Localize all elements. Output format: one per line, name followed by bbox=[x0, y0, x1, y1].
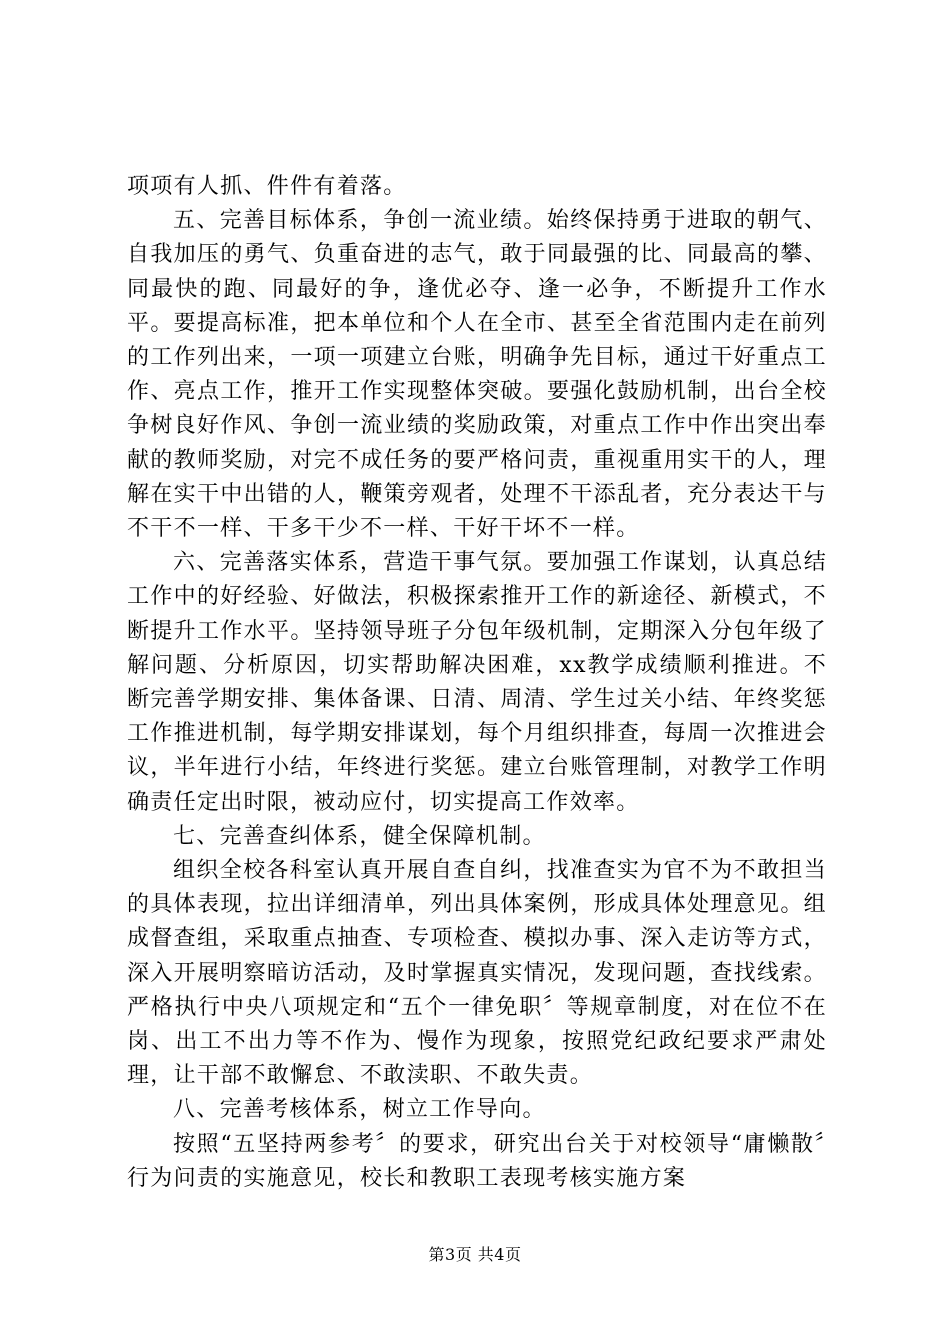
paragraph-continuation: 项项有人抓、件件有着落。 bbox=[127, 174, 407, 199]
page-footer bbox=[0, 1245, 950, 1265]
paragraph-section-6: 六、完善落实体系，营造干事气氛。要加强工作谋划，认真总结工作中的好经验、好做法，积极探索推开工作的新途径、新模式，不断提升工作水平。坚持领导班子分包年级机制，定期深入分包年级了解问题、分析原因，切实帮助解决困难，xx教学成绩顺利推进。不断完善学期安排、集体备课、日清、周清、学生过关小结、年终奖惩工作推进机制，每学期安排谋划，每个月组织排查，每周一次推进会议，半年进行小结，年终进行奖惩。建立台账管理制，对教学工作明确责任定出时限，被动应付，切实提高工作效率。 bbox=[127, 550, 827, 815]
page-number-label: 第3页 共4页 bbox=[428, 1245, 522, 1264]
heading-section-7: 七、完善查纠体系，健全保障机制。 bbox=[173, 823, 546, 849]
paragraph-section-7-body: 组织全校各科室认真开展自查自纠，找准查实为官不为不敢担当的具体表现，拉出详细清单，列出具体案例，形成具体处理意见。组成督查组，采取重点抽查、专项检查、模拟办事、深入走访等方式，深入开展明察暗访活动，及时掌握真实情况，发现问题，查找线索。严格执行中央八项规定和“五个一律免职〞等规章制度，对在位不在岗、出工不出力等不作为、慢作为现象，按照党纪政纪要求严肃处理，让干部不敢懈怠、不敢渎职、不敢失责。 bbox=[127, 858, 827, 1089]
document-body bbox=[127, 170, 827, 1196]
paragraph-section-8-body: 按照“五坚持两参考〞的要求，研究出台关于对校领导“庸懒散〞行为问责的实施意见，校长和教职工表现考核实施方案 bbox=[127, 1131, 827, 1191]
paragraph-section-5: 五、完善目标体系，争创一流业绩。始终保持勇于进取的朝气、自我加压的勇气、负重奋进的志气，敢于同最强的比、同最高的攀、同最快的跑、同最好的争，逢优必夺、逢一必争，不断提升工作水平。要提高标准，把本单位和个人在全市、甚至全省范围内走在前列的工作列出来，一项一项建立台账，明确争先目标，通过干好重点工作、亮点工作，推开工作实现整体突破。要强化鼓励机制，出台全校争树良好作风、争创一流业绩的奖励政策，对重点工作中作出突出奉献的教师奖励，对完不成任务的要严格问责，重视重用实干的人，理解在实干中出错的人，鞭策旁观者，处理不干添乱者，充分表达干与不干不一样、干多干少不一样、干好干坏不一样。 bbox=[127, 208, 827, 542]
heading-section-8: 八、完善考核体系，树立工作导向。 bbox=[173, 1097, 546, 1123]
